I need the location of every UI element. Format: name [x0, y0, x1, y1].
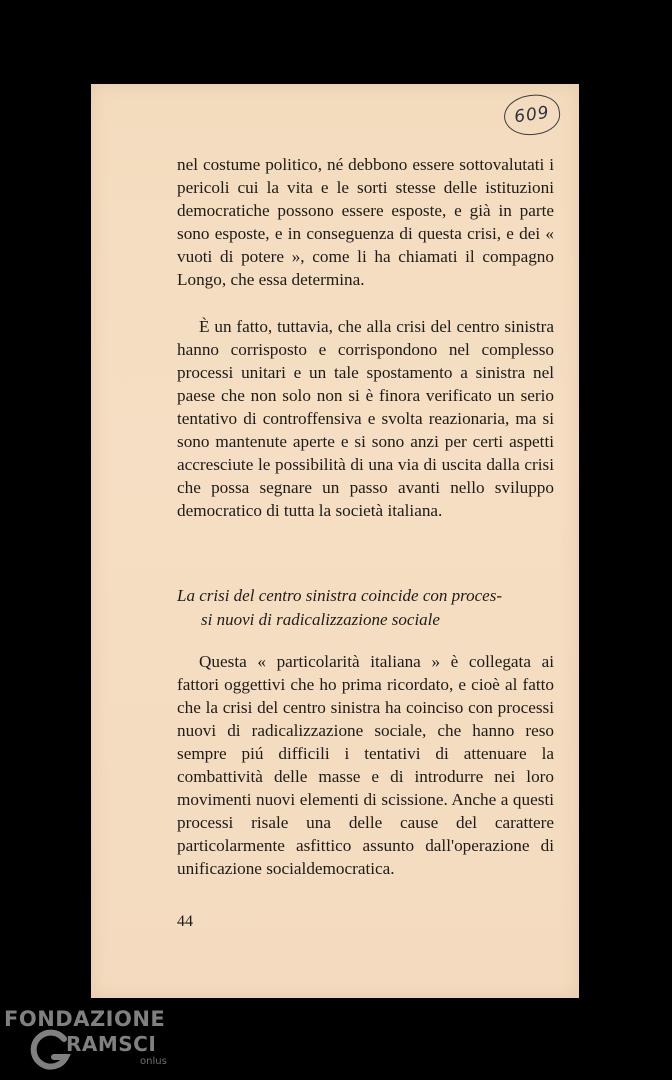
section-heading	[177, 584, 557, 632]
page-number: 44	[177, 913, 193, 930]
paragraph-2: È un fatto, tuttavia, che alla crisi del centro sinistra hanno corrisposto e corrispondono nel complesso processi unitari e un tale spostamento a sinistra nel paese che non solo non si è finora verificato un serio tentativo di controffensiva e svolta reazionaria, ma si sono mantenute aperte e si sono anzi per certi aspetti accresciute le possibilità di una via di uscita dalla crisi che possa segnare un passo avanti nello sviluppo democratico di tutta la società italiana.	[177, 317, 554, 520]
section-heading-line-2: si nuovi di radicalizzazione sociale	[201, 610, 440, 629]
section-heading-line-1: La crisi del centro sinistra coincide con proces-	[177, 586, 502, 605]
handwritten-archive-number: 609	[501, 91, 562, 138]
logo-suffix: onlus	[140, 1056, 167, 1067]
logo-line-1: FONDAZIONE	[4, 1007, 166, 1031]
paragraph-1: nel costume politico, né debbono essere sottovalutati i pericoli cui la vita e le sorti stesse delle istituzioni democratiche possono essere esposte, e già in parte sono esposte, e in conseguenza di questa crisi, e dei « vuoti di potere », come li ha chiamati il compagno Longo, che essa determina.	[177, 155, 554, 289]
text-block-3	[177, 650, 554, 880]
logo-line-2: RAMSCI	[66, 1032, 157, 1056]
text-block-1	[177, 153, 554, 291]
text-block-2	[177, 315, 554, 522]
fondazione-gramsci-logo	[4, 1007, 174, 1077]
paragraph-3: Questa « particolarità italiana » è collegata ai fattori oggettivi che ho prima ricordato, e cioè al fatto che la crisi del centro sinistra ha coinciso con processi nuovi di radicalizzazione sociale, che hanno reso sempre piú difficili i tentativi di attenuare la combattività delle masse e di introdurre nei loro movimenti nuovi elementi di scissione. Anche a questi processi risale una delle cause del carattere particolarmente asfittico assunto dall'operazione di unificazione socialdemocratica.	[177, 652, 554, 878]
book-page	[91, 84, 579, 998]
